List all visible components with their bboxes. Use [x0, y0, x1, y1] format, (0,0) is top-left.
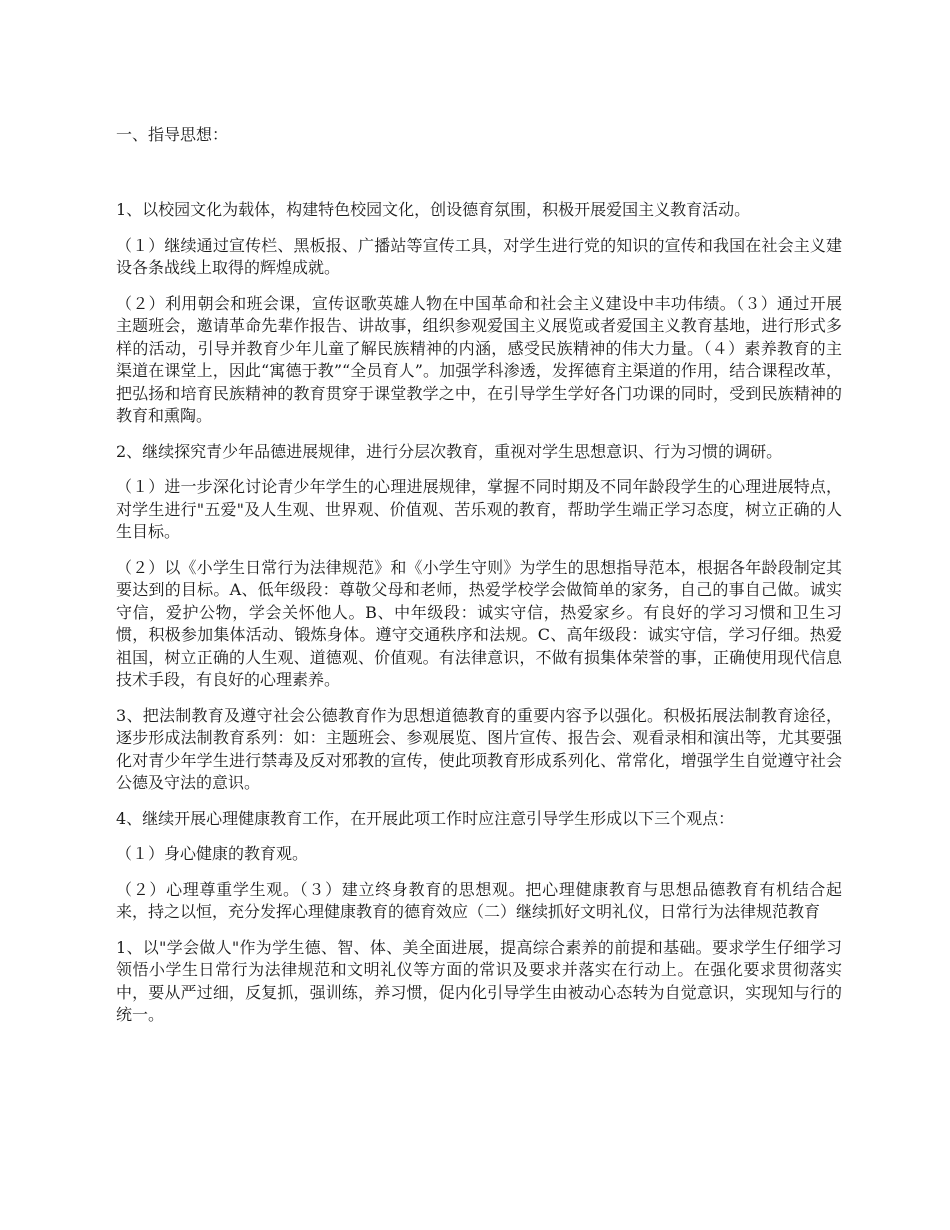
paragraph-4: 2、继续探究青少年品德进展规律，进行分层次教育，重视对学生思想意识、行为习惯的调研。: [116, 441, 783, 461]
paragraph-6: （２）以《小学生日常行为法律规范》和《小学生守则》为学生的思想指导范本，根据各年龄段制定其要达到的目标。A、低年级段：尊敬父母和老师，热爱学校学会做简单的家务，自己的事自己做。诚实守信，爱护公物，学会关怀他人。B、中年级段：诚实守信，热爱家乡。有良好的学习习惯和卫生习惯，积极参加集体活动、锻炼身体。遵守交通秩序和法规。C、高年级段：诚实守信，学习仔细。热爱祖国，树立正确的人生观、道德观、价值观。有法律意识，不做有损集体荣誉的事，正确使用现代信息技术手段，有良好的心理素养。: [116, 557, 842, 689]
paragraph-5: （１）进一步深化讨论青少年学生的心理进展规律，掌握不同时期及不同年龄段学生的心理进展特点，对学生进行"五爱"及人生观、世界观、价值观、苦乐观的教育，帮助学生端正学习态度，树立正确的人生目标。: [116, 477, 842, 541]
paragraph-2: （１）继续通过宣传栏、黑板报、广播站等宣传工具，对学生进行党的知识的宣传和我国在社会主义建设各条战线上取得的辉煌成就。: [116, 235, 842, 277]
paragraph-3: （２）利用朝会和班会课，宣传讴歌英雄人物在中国革命和社会主义建设中丰功伟绩。（３）通过开展主题班会，邀请革命先辈作报告、讲故事，组织参观爱国主义展览或者爱国主义教育基地，进行形式多样的活动，引导并教育少年儿童了解民族精神的内涵，感受民族精神的伟大力量。（４）素养教育的主渠道在课堂上，因此“寓德于教”“全员育人”。加强学科渗透，发挥德育主渠道的作用，结合课程改革，把弘扬和培育民族精神的教育贯穿于课堂教学之中，在引导学生学好各门功课的同时，受到民族精神的教育和熏陶。: [116, 293, 842, 425]
paragraph-8: 4、继续开展心理健康教育工作，在开展此项工作时应注意引导学生形成以下三个观点：: [116, 808, 735, 828]
document-body: [116, 199, 842, 1040]
paragraph-11: 1、以"学会做人"作为学生德、智、体、美全面进展，提高综合素养的前提和基础。要求学生仔细学习领悟小学生日常行为法律规范和文明礼仪等方面的常识及要求并落实在行动上。在强化要求贯彻落实中，要从严过细，反复抓，强训练，养习惯，促内化引导学生由被动心态转为自觉意识，实现知与行的统一。: [116, 937, 842, 1024]
paragraph-10: （２）心理尊重学生观。（３）建立终身教育的思想观。把心理健康教育与思想品德教育有机结合起来，持之以恒，充分发挥心理健康教育的德育效应（二）继续抓好文明礼仪，日常行为法律规范教育: [116, 879, 842, 921]
paragraph-1: 1、以校园文化为载体，构建特色校园文化，创设德育氛围，积极开展爱国主义教育活动。: [116, 200, 751, 219]
section-heading: 一、指导思想：: [116, 125, 229, 144]
paragraph-9: （１）身心健康的教育观。: [116, 844, 309, 863]
paragraph-7: 3、把法制教育及遵守社会公德教育作为思想道德教育的重要内容予以强化。积极拓展法制教育途径，逐步形成法制教育系列：如：主题班会、参观展览、图片宣传、报告会、观看录相和演出等，尤其要强化对青少年学生进行禁毒及反对邪教的宣传，使此项教育形成系列化、常常化，增强学生自觉遵守社会公德及守法的意识。: [116, 705, 842, 792]
